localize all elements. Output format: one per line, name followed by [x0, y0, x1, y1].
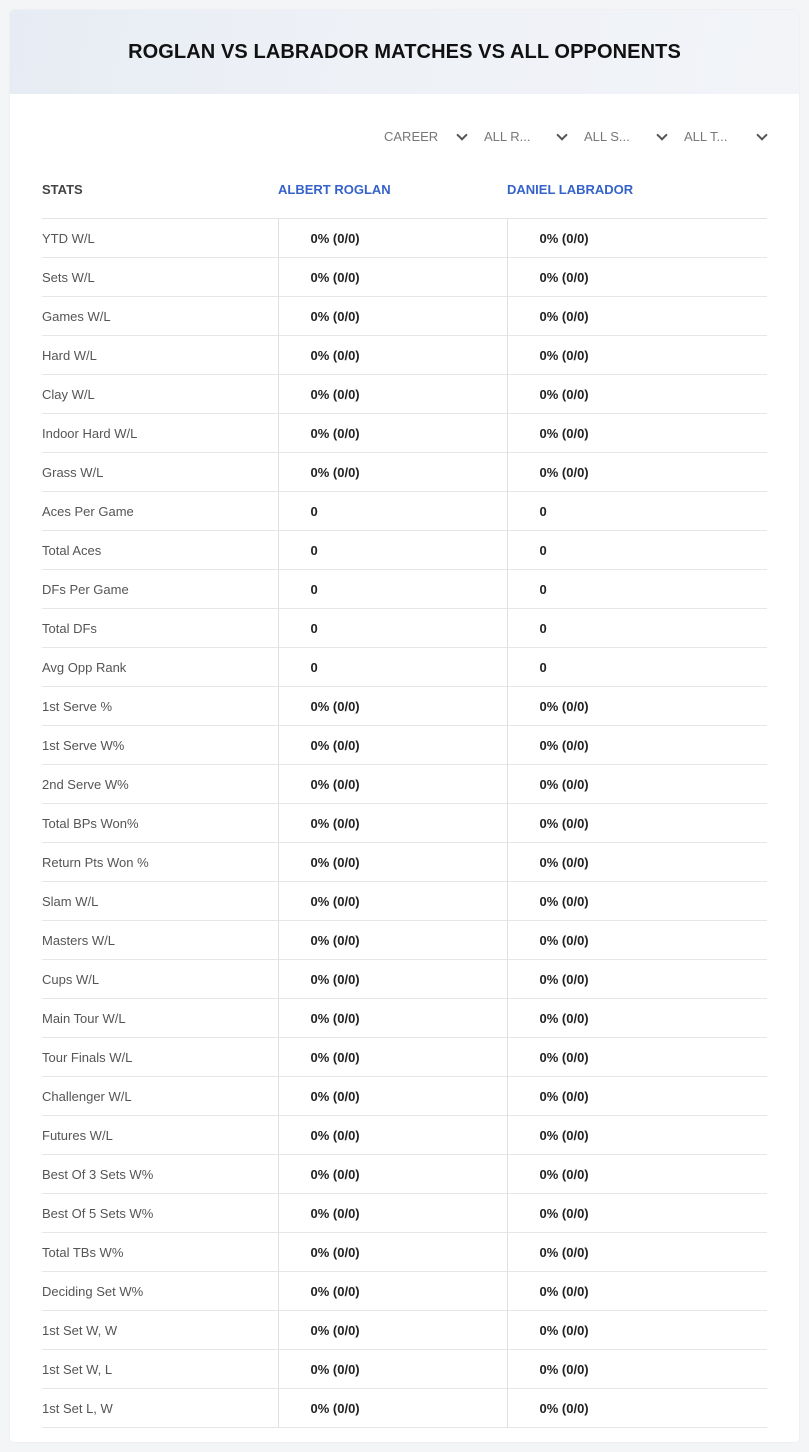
- player1-stat-value: 0% (0/0): [278, 1155, 507, 1194]
- stat-label: 1st Set L, W: [42, 1389, 278, 1428]
- filter-round-select[interactable]: [478, 126, 578, 146]
- stat-label: Return Pts Won %: [42, 843, 278, 882]
- chevron-down-icon: [756, 129, 767, 140]
- stat-label: Total DFs: [42, 609, 278, 648]
- stat-label: Avg Opp Rank: [42, 648, 278, 687]
- table-row: [42, 258, 767, 297]
- player2-stat-value: 0% (0/0): [507, 1155, 767, 1194]
- player2-stat-value: 0: [507, 492, 767, 531]
- stat-label: Aces Per Game: [42, 492, 278, 531]
- filter-label: CAREER: [384, 128, 439, 144]
- stat-label: Hard W/L: [42, 336, 278, 375]
- stat-label: Clay W/L: [42, 375, 278, 414]
- table-row: [42, 1077, 767, 1116]
- stat-label: Masters W/L: [42, 921, 278, 960]
- table-row: [42, 1311, 767, 1350]
- player1-stat-value: 0% (0/0): [278, 960, 507, 999]
- player2-stat-value: 0% (0/0): [507, 375, 767, 414]
- stat-label: Cups W/L: [42, 960, 278, 999]
- table-row: [42, 804, 767, 843]
- player1-stat-value: 0% (0/0): [278, 414, 507, 453]
- player2-stat-value: 0% (0/0): [507, 843, 767, 882]
- table-row: [42, 453, 767, 492]
- stat-label: Total Aces: [42, 531, 278, 570]
- player1-stat-value: 0% (0/0): [278, 1038, 507, 1077]
- filter-period-select[interactable]: [378, 126, 478, 146]
- player2-stat-value: 0% (0/0): [507, 1077, 767, 1116]
- chevron-down-icon: [556, 129, 567, 140]
- filter-surface-select[interactable]: [578, 126, 678, 146]
- table-row: [42, 297, 767, 336]
- comparison-card: [10, 10, 799, 1442]
- stat-label: Games W/L: [42, 297, 278, 336]
- player2-stat-value: 0% (0/0): [507, 1311, 767, 1350]
- player1-stat-value: 0% (0/0): [278, 1194, 507, 1233]
- player1-link[interactable]: ALBERT ROGLAN: [278, 160, 507, 219]
- player2-link[interactable]: DANIEL LABRADOR: [507, 160, 767, 219]
- stat-label: Challenger W/L: [42, 1077, 278, 1116]
- player2-stat-value: 0: [507, 609, 767, 648]
- stat-label: Best Of 5 Sets W%: [42, 1194, 278, 1233]
- player1-stat-value: 0% (0/0): [278, 1389, 507, 1428]
- player1-stat-value: 0% (0/0): [278, 843, 507, 882]
- player1-stat-value: 0: [278, 648, 507, 687]
- stat-label: 1st Serve %: [42, 687, 278, 726]
- player1-stat-value: 0: [278, 570, 507, 609]
- table-row: [42, 336, 767, 375]
- player2-stat-value: 0% (0/0): [507, 1350, 767, 1389]
- stat-label: 1st Set W, W: [42, 1311, 278, 1350]
- stat-label: Deciding Set W%: [42, 1272, 278, 1311]
- player2-stat-value: 0% (0/0): [507, 765, 767, 804]
- player1-stat-value: 0% (0/0): [278, 999, 507, 1038]
- table-row: [42, 1233, 767, 1272]
- player2-stat-value: 0: [507, 648, 767, 687]
- stat-label: Total TBs W%: [42, 1233, 278, 1272]
- player1-stat-value: 0: [278, 492, 507, 531]
- player2-stat-value: 0% (0/0): [507, 999, 767, 1038]
- player2-stat-value: 0% (0/0): [507, 726, 767, 765]
- table-row: [42, 726, 767, 765]
- player1-stat-value: 0% (0/0): [278, 726, 507, 765]
- filter-bar: [378, 126, 778, 146]
- filter-label: ALL S...: [584, 128, 630, 144]
- stat-label: Best Of 3 Sets W%: [42, 1155, 278, 1194]
- table-row: [42, 843, 767, 882]
- chevron-down-icon: [656, 129, 667, 140]
- card-header: [10, 10, 799, 94]
- table-row: [42, 1155, 767, 1194]
- player1-stat-value: 0% (0/0): [278, 1116, 507, 1155]
- stat-label: Grass W/L: [42, 453, 278, 492]
- player1-stat-value: 0% (0/0): [278, 882, 507, 921]
- stat-label: 1st Serve W%: [42, 726, 278, 765]
- player1-stat-value: 0% (0/0): [278, 453, 507, 492]
- player1-stat-value: 0% (0/0): [278, 687, 507, 726]
- player2-stat-value: 0% (0/0): [507, 1389, 767, 1428]
- player1-stat-value: 0: [278, 531, 507, 570]
- filter-tournament-select[interactable]: [678, 126, 778, 146]
- stat-label: 2nd Serve W%: [42, 765, 278, 804]
- table-row: [42, 531, 767, 570]
- table-header-row: [42, 160, 767, 219]
- player1-stat-value: 0% (0/0): [278, 375, 507, 414]
- player2-stat-value: 0% (0/0): [507, 1272, 767, 1311]
- player2-stat-value: 0% (0/0): [507, 453, 767, 492]
- stat-label: Indoor Hard W/L: [42, 414, 278, 453]
- player2-stat-value: 0% (0/0): [507, 1038, 767, 1077]
- player2-stat-value: 0% (0/0): [507, 687, 767, 726]
- player2-stat-value: 0% (0/0): [507, 414, 767, 453]
- table-row: [42, 375, 767, 414]
- table-row: [42, 648, 767, 687]
- player1-stat-value: 0% (0/0): [278, 297, 507, 336]
- table-row: [42, 1389, 767, 1428]
- stat-label: Slam W/L: [42, 882, 278, 921]
- player1-stat-value: 0% (0/0): [278, 336, 507, 375]
- player1-stat-value: 0% (0/0): [278, 1272, 507, 1311]
- table-row: [42, 1038, 767, 1077]
- stat-label: Tour Finals W/L: [42, 1038, 278, 1077]
- player1-stat-value: 0% (0/0): [278, 1350, 507, 1389]
- player2-stat-value: 0% (0/0): [507, 804, 767, 843]
- table-row: [42, 882, 767, 921]
- table-row: [42, 414, 767, 453]
- table-row: [42, 1350, 767, 1389]
- table-row: [42, 999, 767, 1038]
- player2-stat-value: 0% (0/0): [507, 258, 767, 297]
- page-title: ROGLAN VS LABRADOR MATCHES VS ALL OPPONENTS: [128, 40, 681, 63]
- player1-stat-value: 0% (0/0): [278, 1311, 507, 1350]
- player2-stat-value: 0% (0/0): [507, 297, 767, 336]
- player1-stat-value: 0% (0/0): [278, 1077, 507, 1116]
- player1-stat-value: 0% (0/0): [278, 921, 507, 960]
- table-row: [42, 1194, 767, 1233]
- player1-stat-value: 0% (0/0): [278, 219, 507, 258]
- stat-label: Total BPs Won%: [42, 804, 278, 843]
- table-row: [42, 765, 767, 804]
- player2-stat-value: 0% (0/0): [507, 1116, 767, 1155]
- player1-stat-value: 0% (0/0): [278, 804, 507, 843]
- filter-label: ALL R...: [484, 128, 531, 144]
- filter-label: ALL T...: [684, 128, 728, 144]
- player2-stat-value: 0% (0/0): [507, 882, 767, 921]
- column-header-stats: STATS: [42, 160, 278, 219]
- player1-stat-value: 0% (0/0): [278, 258, 507, 297]
- player2-stat-value: 0: [507, 570, 767, 609]
- table-row: [42, 921, 767, 960]
- stat-label: Sets W/L: [42, 258, 278, 297]
- stat-label: YTD W/L: [42, 219, 278, 258]
- table-row: [42, 492, 767, 531]
- table-row: [42, 219, 767, 258]
- player2-stat-value: 0% (0/0): [507, 219, 767, 258]
- stat-label: Futures W/L: [42, 1116, 278, 1155]
- table-row: [42, 570, 767, 609]
- player2-stat-value: 0% (0/0): [507, 960, 767, 999]
- stat-label: Main Tour W/L: [42, 999, 278, 1038]
- player2-stat-value: 0% (0/0): [507, 1233, 767, 1272]
- player1-stat-value: 0% (0/0): [278, 1233, 507, 1272]
- table-row: [42, 687, 767, 726]
- player1-stat-value: 0: [278, 609, 507, 648]
- player2-stat-value: 0% (0/0): [507, 921, 767, 960]
- table-row: [42, 1272, 767, 1311]
- player1-stat-value: 0% (0/0): [278, 765, 507, 804]
- table-row: [42, 1116, 767, 1155]
- table-row: [42, 609, 767, 648]
- stat-label: 1st Set W, L: [42, 1350, 278, 1389]
- player2-stat-value: 0% (0/0): [507, 1194, 767, 1233]
- stat-label: DFs Per Game: [42, 570, 278, 609]
- stats-table-body: [42, 219, 767, 1428]
- stats-table: [42, 160, 767, 1428]
- table-row: [42, 960, 767, 999]
- player2-stat-value: 0% (0/0): [507, 336, 767, 375]
- player2-stat-value: 0: [507, 531, 767, 570]
- chevron-down-icon: [456, 129, 467, 140]
